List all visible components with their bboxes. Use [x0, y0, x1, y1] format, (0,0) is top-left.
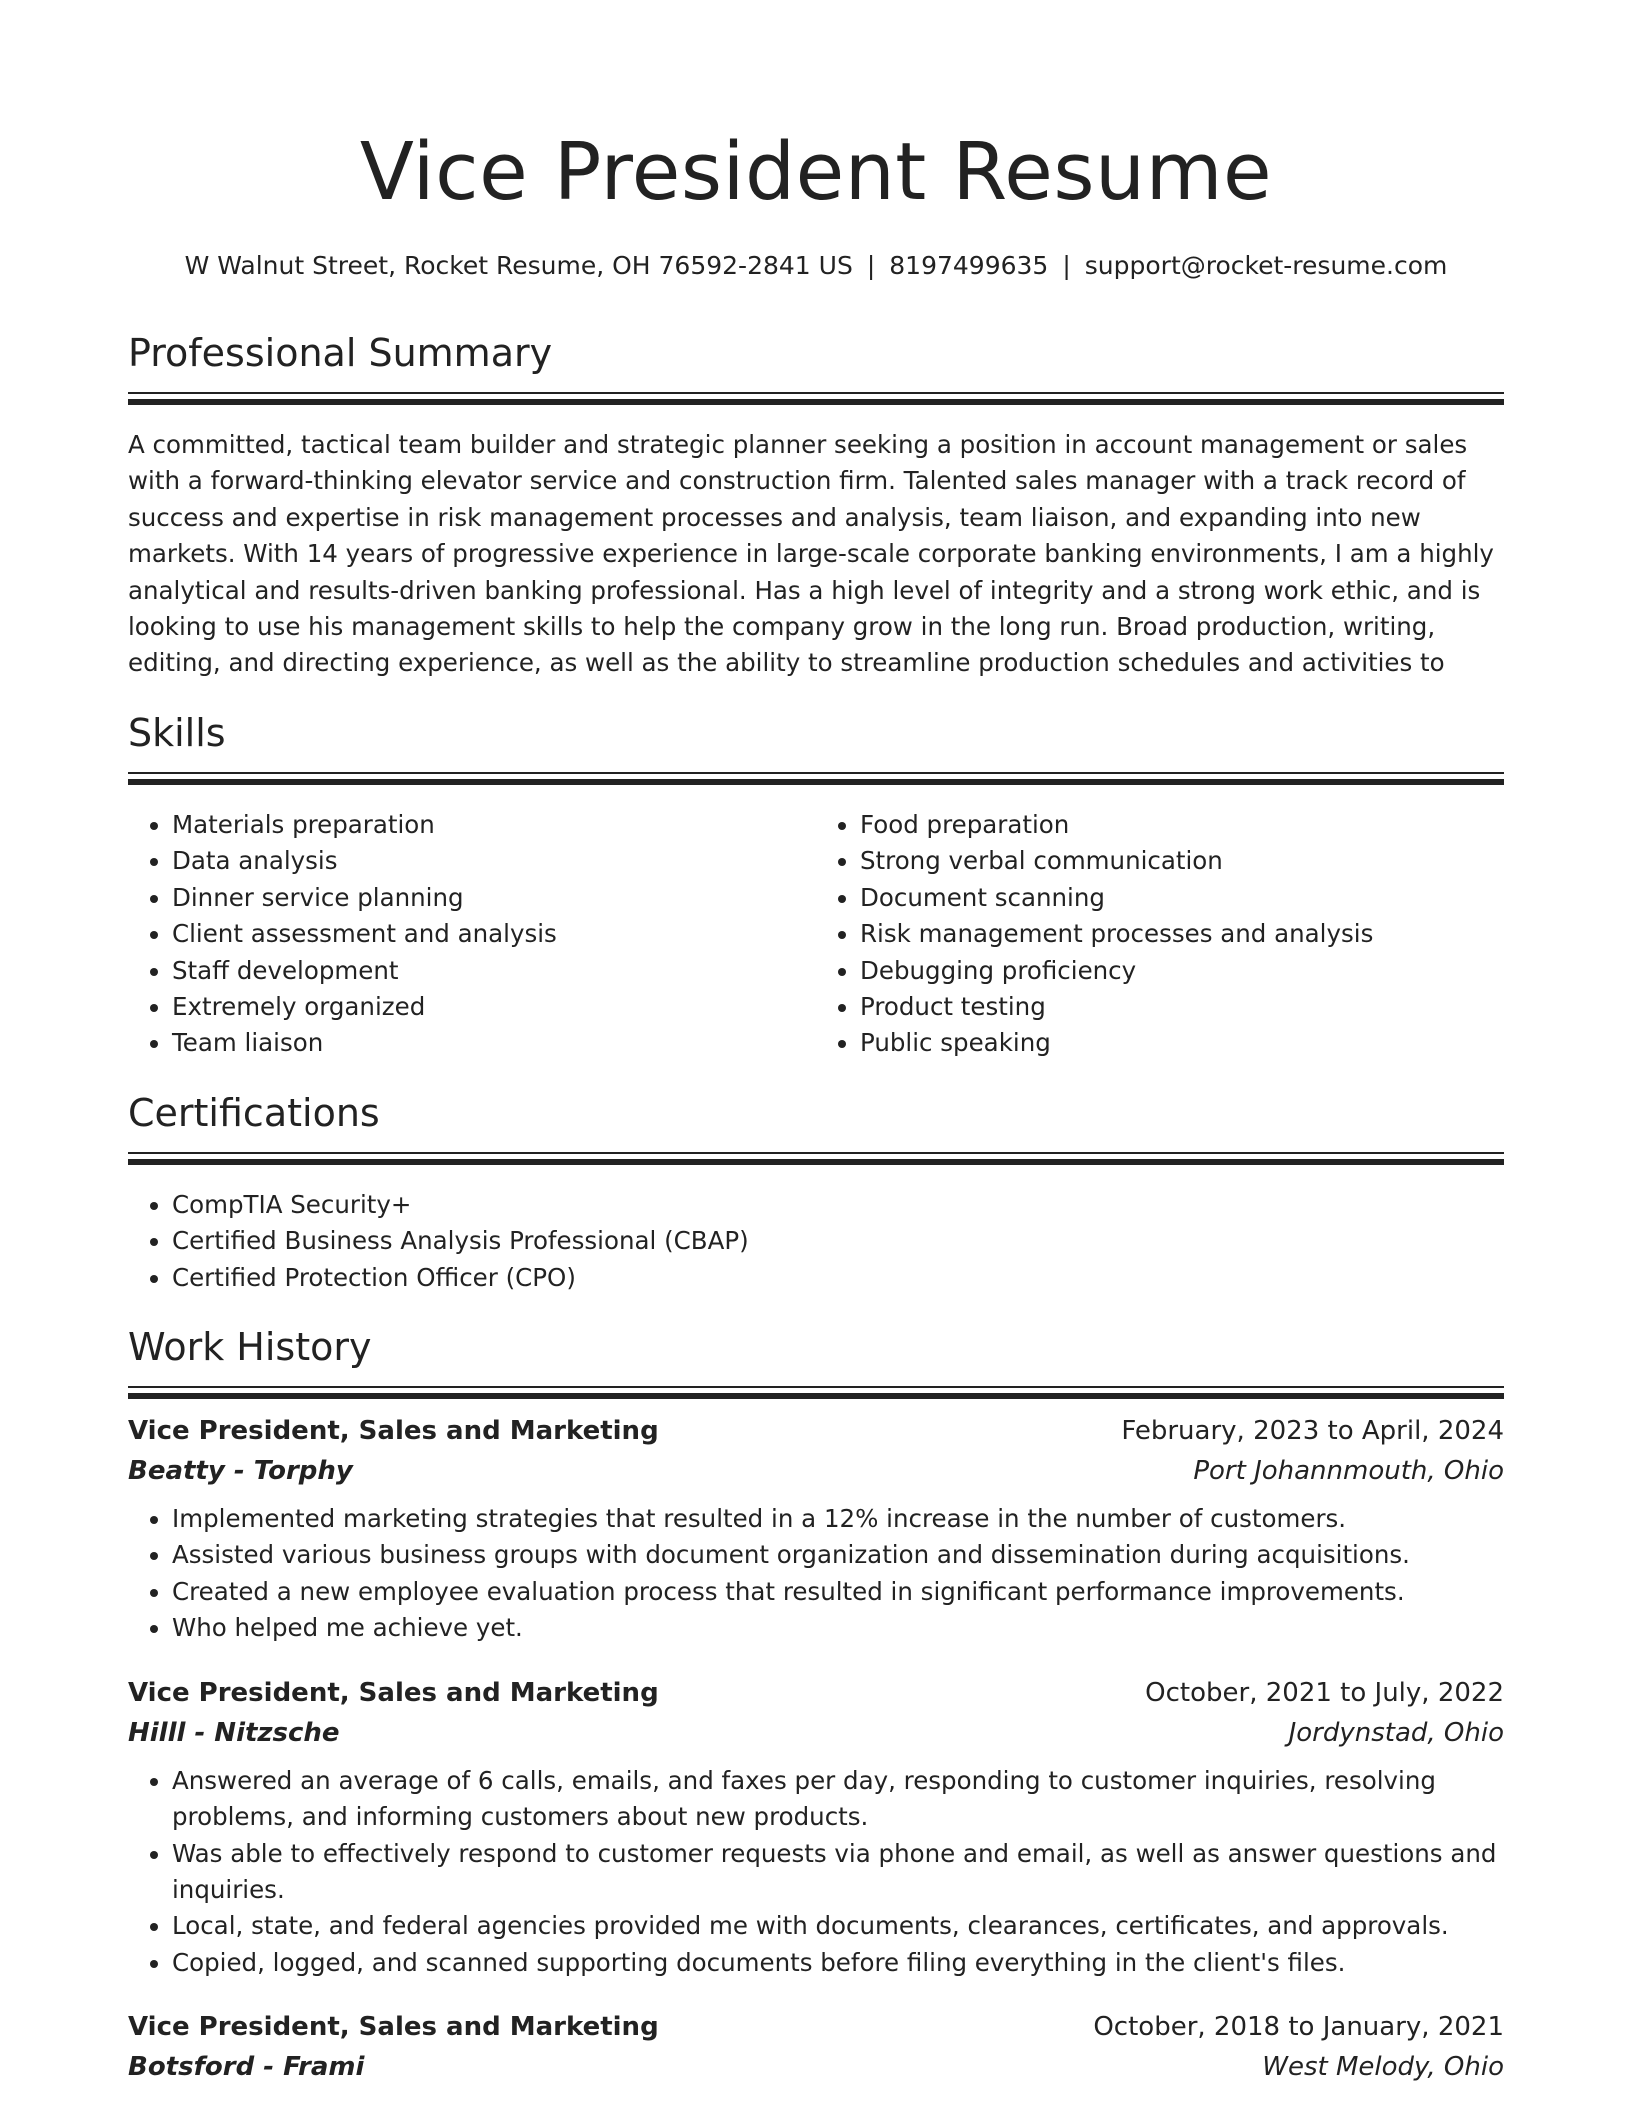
job-bullet: • Copied, logged, and scanned supporting documents before filing everything in the client's files. [172, 1945, 1504, 1981]
job-company: Beatty - Torphy [128, 1456, 353, 1487]
job-entry [128, 2007, 1504, 2087]
job-location: Jordynstad, Ohio [1288, 1717, 1504, 1748]
section-divider [128, 772, 1504, 785]
certification-item: • CompTIA Security+ [172, 1187, 1504, 1223]
certifications-section [128, 1088, 1504, 1296]
skill-item: • Debugging proficiency [860, 953, 1504, 989]
section-heading: Professional Summary [128, 331, 553, 375]
job-bullet: • Assisted various business groups with document organization and dissemination during acquisitions. [172, 1537, 1504, 1573]
skill-item: • Product testing [860, 989, 1504, 1025]
skill-item: • Client assessment and analysis [172, 916, 816, 952]
skill-item: • Staff development [172, 953, 816, 989]
job-bullet: • Answered an average of 6 calls, emails, and faxes per day, responding to customer inquiries, resolving problems, and informing customers about new products. [172, 1763, 1504, 1836]
job-location: Port Johannmouth, Ohio [1193, 1456, 1504, 1487]
skill-item: • Data analysis [172, 843, 816, 879]
section-heading: Work History [128, 1325, 372, 1370]
contact-separator: | [1062, 251, 1071, 280]
section-divider [128, 1152, 1504, 1165]
contact-phone: 8197499635 [889, 251, 1049, 280]
skills-columns [128, 807, 1504, 1062]
job-entry [128, 1411, 1504, 1647]
skill-item: • Extremely organized [172, 989, 816, 1025]
contact-separator: | [866, 251, 876, 280]
job-bullets [128, 1763, 1504, 1981]
skill-item: • Materials preparation [172, 807, 816, 843]
skill-item: • Strong verbal communication [860, 843, 1504, 879]
job-bullets [128, 1501, 1504, 1647]
skill-item: • Team liaison [172, 1025, 816, 1061]
section-heading: Certifications [128, 1090, 380, 1135]
job-title: Vice President, Sales and Marketing [128, 1677, 659, 1708]
summary-text: A committed, tactical team builder and strategic planner seeking a position in account management or sales with a forward-thinking elevator service and construction firm. Talented sales manager with a track record of success and expertise in risk management processes and analysis, team liaison, and expanding into new markets. With 14 years of progressive experience in large-scale corporate banking environments, I am a highly analytical and results-driven banking professional. Has a high level of integrity and a strong work ethic, and is looking to use his management skills to help the company grow in the long run. Broad production, writing, editing, and directing experience, as well as the ability to streamline production schedules and activities to [128, 430, 1494, 678]
skills-list-left [128, 807, 816, 1062]
job-title: Vice President, Sales and Marketing [128, 1416, 659, 1447]
job-company: Hilll - Nitzsche [128, 1717, 340, 1748]
job-dates: February, 2023 to April, 2024 [1121, 1416, 1504, 1447]
job-company: Botsford - Frami [128, 2052, 365, 2083]
section-heading: Skills [128, 711, 226, 755]
skills-list-right [816, 807, 1504, 1062]
section-divider [128, 392, 1504, 405]
job-bullet: • Who helped me achieve yet. [172, 1610, 1504, 1646]
skill-item: • Document scanning [860, 880, 1504, 916]
page-title: Vice President Resume [359, 126, 1273, 218]
certifications-list [128, 1187, 1504, 1296]
summary-section [128, 328, 1504, 682]
skills-section [128, 708, 1504, 1062]
job-bullet: • Created a new employee evaluation process that resulted in significant performance improvements. [172, 1574, 1504, 1610]
certification-item: • Certified Protection Officer (CPO) [172, 1260, 1504, 1296]
contact-address: W Walnut Street, Rocket Resume, OH 76592-2841 US [184, 251, 853, 280]
skill-item: • Public speaking [860, 1025, 1504, 1061]
job-bullet: • Local, state, and federal agencies provided me with documents, clearances, certificates, and approvals. [172, 1908, 1504, 1944]
certification-item: • Certified Business Analysis Professional (CBAP) [172, 1223, 1504, 1259]
job-dates: October, 2018 to January, 2021 [1093, 2012, 1504, 2043]
contact-email: support@rocket-resume.com [1084, 251, 1448, 280]
job-entry [128, 1673, 1504, 1981]
job-bullet: • Implemented marketing strategies that resulted in a 12% increase in the number of customers. [172, 1501, 1504, 1537]
job-location: West Melody, Ohio [1262, 2052, 1504, 2083]
skill-item: • Risk management processes and analysis [860, 916, 1504, 952]
job-dates: October, 2021 to July, 2022 [1145, 1677, 1504, 1708]
contact-line [128, 248, 1504, 284]
skill-item: • Food preparation [860, 807, 1504, 843]
section-divider [128, 1386, 1504, 1399]
job-title: Vice President, Sales and Marketing [128, 2012, 659, 2043]
skill-item: • Dinner service planning [172, 880, 816, 916]
work-history-section [128, 1322, 1504, 2087]
job-bullet: • Was able to effectively respond to customer requests via phone and email, as well as answer questions and inquiries. [172, 1836, 1504, 1909]
